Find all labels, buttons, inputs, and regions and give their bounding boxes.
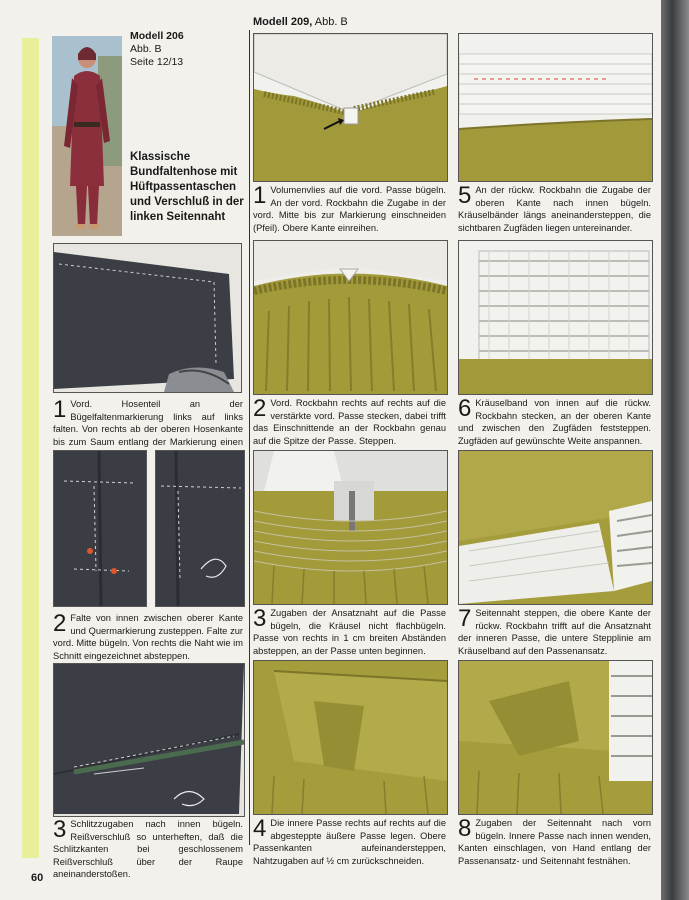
photo-mid-3 (253, 450, 448, 605)
left-step-1-text: Vord. Hosenteil an der Bügelfaltenmarkierung links auf links falten. Von rechts ab der oberen Hosenkante bis zum Saum entlang der Markierung einen (53, 399, 243, 447)
right-step-6-text: Kräuselband von innen auf die rückw. Rockbahn stecken, an der oberen Kante und zwischen den Zugfäden feststeppen. Zugfäden auf gewünschte Weite anspannen. (458, 398, 651, 446)
intro-title: Klassische Bundfaltenhose mit Hüftpassentaschen und Verschluß in der linken Seitennaht (130, 151, 244, 223)
column-divider (249, 30, 250, 845)
page-binding-edge (661, 0, 689, 900)
mid-step-1-number: 1 (253, 182, 267, 209)
photo-right-6 (458, 240, 653, 395)
photo-left-1 (53, 243, 242, 393)
mid-step-4 (253, 817, 446, 867)
right-step-5-number: 5 (458, 182, 472, 209)
mid-step-1-text: Volumenvlies auf die vord. Passe bügeln. An der vord. Rockbahn die Zugabe in der vord. Mitte bis zur Markierung einschneiden (Pfeil). Obere Kante einreihen. (253, 185, 446, 233)
photo-right-5 (458, 33, 653, 182)
left-step-3-text: Schlitzzugaben nach innen bügeln. Reißverschluß so unterheften, daß die Schlitzkanten bei geschlossenem Reißverschluß über der Raupe aneinanderstoßen. (53, 819, 243, 880)
mid-step-3 (253, 607, 446, 657)
photo-mid-4 (253, 660, 448, 815)
photo-mid-1 (253, 33, 448, 182)
photo-right-8 (458, 660, 653, 815)
photo-left-2a (53, 450, 147, 607)
mid-step-2-text: Vord. Rockbahn rechts auf rechts auf die verstärkte vord. Passe stecken, dabei trifft das Einschnittende an der Rockbahn genau auf die Spitze der Passe. Steppen. (253, 398, 446, 446)
right-step-7-text: Seitennaht steppen, die obere Kante der rückw. Rockbahn trifft auf die Ansatznaht der inneren Passe, die untere Stepplinie am Kräuselband auf den Passenansatz. (458, 608, 651, 656)
page-number: 60 (31, 872, 44, 884)
model-209-label: Modell 209, (253, 16, 313, 28)
mid-step-1 (253, 184, 446, 234)
right-step-7 (458, 607, 651, 657)
left-step-2 (53, 612, 243, 662)
intro-model: Modell 206 (130, 30, 184, 42)
right-step-7-number: 7 (458, 605, 472, 632)
photo-left-3 (53, 663, 245, 817)
left-step-2-number: 2 (53, 610, 67, 637)
model-209-header (253, 16, 348, 28)
intro-meta (130, 30, 184, 69)
accent-strip (22, 38, 39, 858)
photo-mid-2 (253, 240, 448, 395)
mid-step-3-text: Zugaben der Ansatznaht auf die Passe bügeln, die Kräusel nicht flachbügeln. Passe von rechts in 1 cm breiten Abständen absteppen, an der Passe unten beginnen. (253, 608, 446, 656)
right-step-6 (458, 397, 651, 447)
photo-left-2b (155, 450, 245, 607)
right-step-8 (458, 817, 651, 867)
intro-abb: Abb. B (130, 43, 162, 55)
mid-step-2-number: 2 (253, 395, 267, 422)
right-step-5 (458, 184, 651, 234)
left-step-2-text: Falte von innen zwischen oberer Kante und Quermarkierung zusteppen. Falte zur vord. Mitte bügeln. Von rechts die Naht wie im Schnitt eingezeichnet absteppen. (53, 613, 243, 661)
left-step-3 (53, 818, 243, 881)
right-step-8-number: 8 (458, 815, 472, 842)
right-step-5-text: An der rückw. Rockbahn die Zugabe der oberen Kante nach innen bügeln. Kräuselbänder längs aneinandersteppen, die sichtbaren Zugfäden liegen untereinander. (458, 185, 651, 233)
photo-right-7 (458, 450, 653, 605)
right-step-8-text: Zugaben der Seitennaht nach vorn bügeln. Innere Passe nach innen wenden, Kanten einschlagen, von Hand entlang der Passenansatz- und Seitennaht festnähen. (458, 818, 651, 866)
mid-step-2 (253, 397, 446, 447)
left-step-3-number: 3 (53, 816, 67, 843)
intro-page-ref: Seite 12/13 (130, 56, 184, 68)
model-209-abb: Abb. B (314, 16, 348, 28)
mid-step-3-number: 3 (253, 605, 267, 632)
model-photo (52, 36, 122, 236)
mid-step-4-number: 4 (253, 815, 267, 842)
left-step-1-number: 1 (53, 396, 67, 423)
right-step-6-number: 6 (458, 395, 472, 422)
mid-step-4-text: Die innere Passe rechts auf rechts auf die abgesteppte äußere Passe legen. Obere Passenkanten aufeinandersteppen, Nahtzugaben auf ½ cm zurückschneiden. (253, 818, 446, 866)
